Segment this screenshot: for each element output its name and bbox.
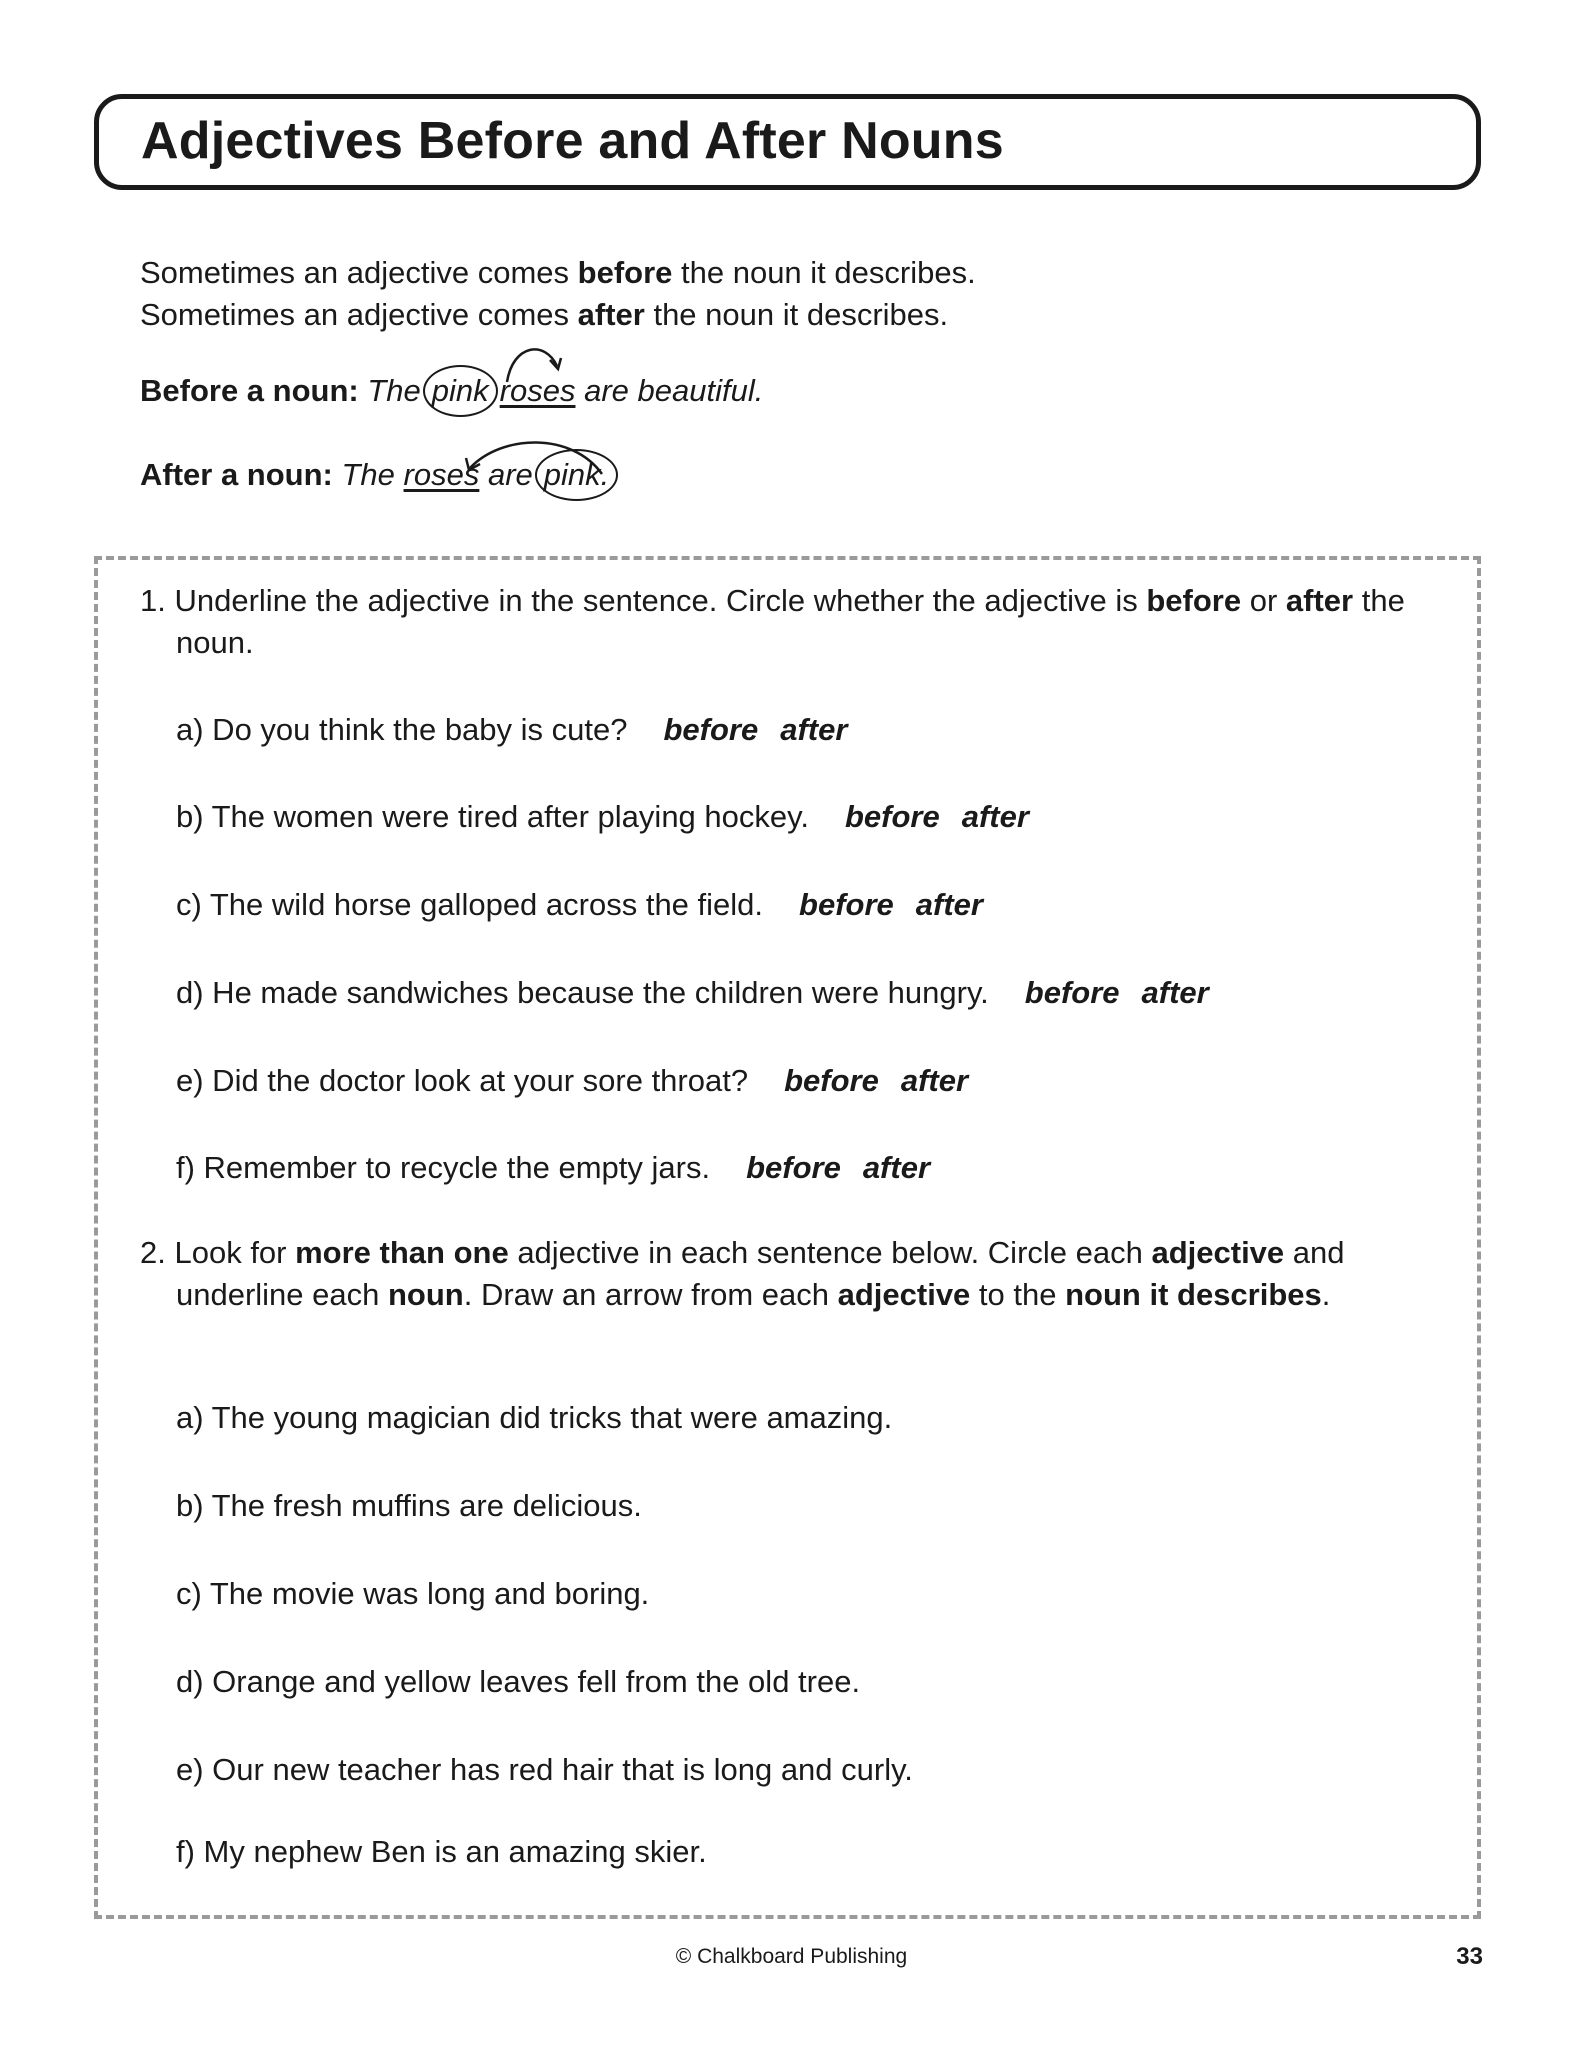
- q1-item-e-text: e) Did the doctor look at your sore throat?: [176, 1063, 749, 1098]
- question-2-t1: Look for: [174, 1235, 296, 1270]
- question-1-t1: Underline the adjective in the sentence. Circle whether the adjective is: [174, 583, 1147, 618]
- intro-line-1: [140, 252, 976, 294]
- example-after-noun-underline: roses: [403, 457, 480, 492]
- question-1-b2: after: [1285, 583, 1354, 618]
- example-before-label: Before a noun:: [140, 373, 359, 408]
- q2-item-a: a) The young magician did tricks that were amazing.: [176, 1400, 893, 1435]
- q1-item-c: [176, 887, 983, 923]
- question-2-t2: adjective in each sentence below. Circle each: [508, 1235, 1152, 1270]
- example-before-adjective-circle: pink: [423, 365, 498, 417]
- example-before-noun: [140, 373, 763, 409]
- example-before-noun-underline: roses: [499, 373, 576, 408]
- q1-item-e: [176, 1063, 968, 1099]
- question-2-number: 2.: [140, 1235, 166, 1270]
- example-after-word: The: [341, 457, 395, 492]
- q2-item-d: d) Orange and yellow leaves fell from the old tree.: [176, 1664, 861, 1699]
- question-1-t2: or: [1241, 583, 1286, 618]
- question-2-t6: .: [1321, 1277, 1331, 1312]
- question-1: [140, 580, 1426, 664]
- intro-line-1-post: the noun it describes.: [672, 255, 976, 290]
- question-1-b1: before: [1146, 583, 1242, 618]
- title-box: [94, 94, 1481, 190]
- copyright-notice: © Chalkboard Publishing: [675, 1945, 908, 1968]
- q1-item-a-text: a) Do you think the baby is cute?: [176, 712, 628, 747]
- q1-item-c-after[interactable]: after: [915, 887, 983, 922]
- q1-item-d: [176, 975, 1209, 1011]
- intro-text: [140, 252, 976, 336]
- question-1-number: 1.: [140, 583, 166, 618]
- q1-item-a-before[interactable]: before: [663, 712, 759, 747]
- q2-item-f: f) My nephew Ben is an amazing skier.: [176, 1834, 707, 1869]
- q1-item-b: [176, 799, 1029, 835]
- question-1-t3: the noun.: [176, 583, 1405, 660]
- page-title: Adjectives Before and After Nouns: [141, 112, 1004, 170]
- intro-line-2-bold: after: [577, 297, 645, 332]
- example-after-adjective-circle: pink.: [535, 449, 618, 501]
- example-before-sentence: [367, 373, 763, 408]
- intro-line-1-pre: Sometimes an adjective comes: [140, 255, 578, 290]
- question-2: [140, 1232, 1426, 1316]
- q1-item-c-text: c) The wild horse galloped across the field.: [176, 887, 764, 922]
- q2-item-c: c) The movie was long and boring.: [176, 1576, 650, 1611]
- intro-line-2-post: the noun it describes.: [644, 297, 949, 332]
- q1-item-d-text: d) He made sandwiches because the children were hungry.: [176, 975, 989, 1010]
- question-2-b5: noun it describes: [1065, 1277, 1322, 1312]
- example-before-word: The: [367, 373, 421, 408]
- q1-item-b-after[interactable]: after: [961, 799, 1029, 834]
- q1-item-d-before[interactable]: before: [1024, 975, 1120, 1010]
- q1-item-b-before[interactable]: before: [844, 799, 940, 834]
- q1-item-c-before[interactable]: before: [799, 887, 894, 922]
- question-2-b3: noun: [388, 1277, 464, 1312]
- q1-item-f-before[interactable]: before: [746, 1150, 841, 1185]
- question-2-t4: . Draw an arrow from each: [463, 1277, 838, 1312]
- page-number: 33: [1456, 1943, 1483, 1970]
- q1-item-e-after[interactable]: after: [900, 1063, 969, 1098]
- question-1-text: [140, 580, 1426, 664]
- q2-item-b: b) The fresh muffins are delicious.: [176, 1488, 642, 1523]
- example-after-label: After a noun:: [140, 457, 333, 492]
- q2-item-e: e) Our new teacher has red hair that is long and curly.: [176, 1752, 913, 1787]
- question-2-text: [140, 1232, 1426, 1316]
- q1-item-a-after[interactable]: after: [780, 712, 848, 747]
- question-2-b2: adjective: [1151, 1235, 1285, 1270]
- question-2-b4: adjective: [837, 1277, 971, 1312]
- q1-item-f: [176, 1150, 930, 1186]
- intro-line-1-bold: before: [577, 255, 673, 290]
- question-2-b1: more than one: [295, 1235, 509, 1270]
- intro-line-2: [140, 294, 976, 336]
- after-arrow: [462, 438, 612, 478]
- q1-item-f-after[interactable]: after: [862, 1150, 931, 1185]
- q1-item-d-after[interactable]: after: [1141, 975, 1209, 1010]
- example-after-verb: are: [487, 457, 533, 492]
- q1-item-e-before[interactable]: before: [784, 1063, 879, 1098]
- q1-item-b-text: b) The women were tired after playing hockey.: [176, 799, 809, 834]
- intro-line-2-pre: Sometimes an adjective comes: [140, 297, 578, 332]
- question-2-t5: to the: [970, 1277, 1066, 1312]
- q1-item-f-text: f) Remember to recycle the empty jars.: [176, 1150, 711, 1185]
- q1-item-a: [176, 712, 847, 748]
- example-before-rest: are beautiful.: [584, 373, 764, 408]
- question-2-t3: and underline each: [176, 1235, 1345, 1312]
- before-arrow: [505, 340, 565, 385]
